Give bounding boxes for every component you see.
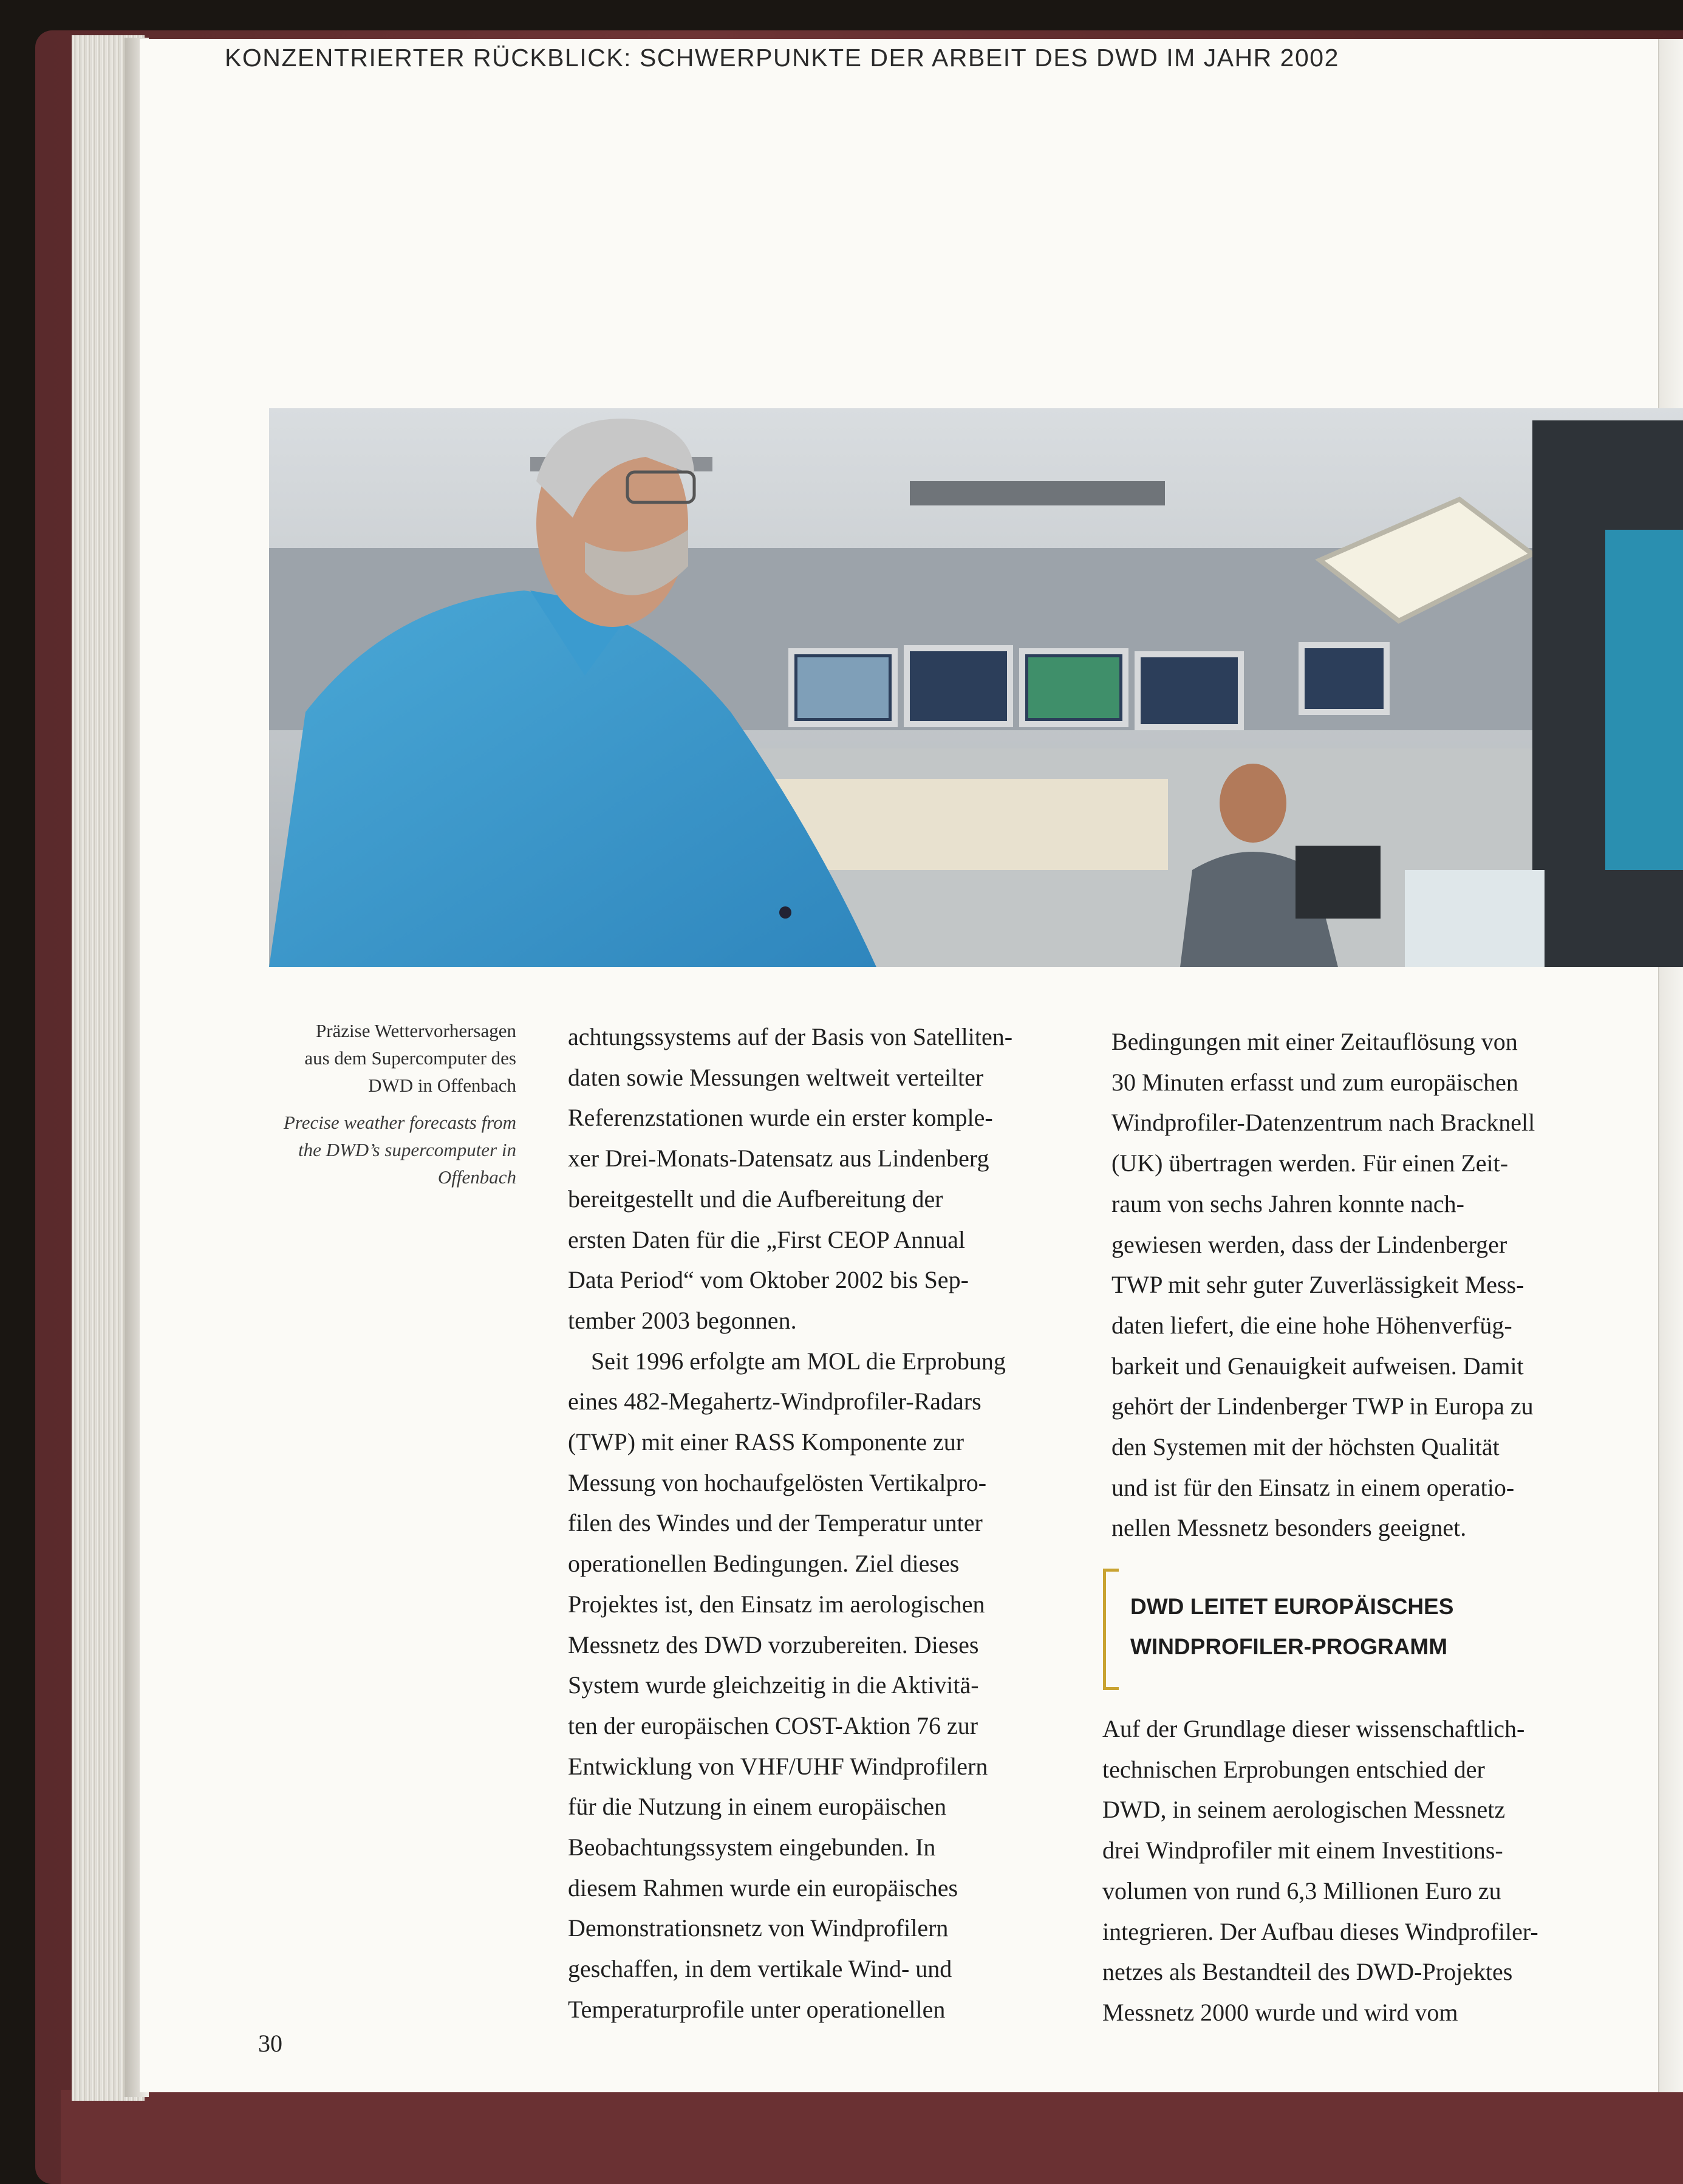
text-line: achtungssystems auf der Basis von Satelliten- — [568, 1023, 1013, 1050]
text-line: Beobachtungssystem eingebunden. In — [568, 1833, 936, 1861]
text-line: nellen Messnetz besonders geeignet. — [1111, 1514, 1467, 1542]
book-cover-bottom — [61, 2090, 1683, 2184]
text-line: ersten Daten für die „First CEOP Annual — [568, 1225, 965, 1253]
text-line: TWP mit sehr guter Zuverlässigkeit Mess- — [1111, 1271, 1524, 1299]
body-column-2 — [568, 1017, 1084, 2030]
heading-line: WINDPROFILER-PROGRAMM — [1130, 1634, 1448, 1659]
text-line: 30 Minuten erfasst und zum europäischen — [1111, 1068, 1518, 1096]
text-line: Projektes ist, den Einsatz im aerologischen — [568, 1590, 985, 1618]
text-line: (TWP) mit einer RASS Komponente zur — [568, 1428, 964, 1456]
text-line: daten sowie Messungen weltweit verteilter — [568, 1063, 984, 1091]
text-line: Entwicklung von VHF/UHF Windprofilern — [568, 1752, 988, 1780]
caption-line: aus dem Supercomputer des — [304, 1047, 516, 1069]
text-line: daten liefert, die eine hohe Höhenverfüg- — [1111, 1311, 1512, 1339]
text-line: barkeit und Genauigkeit aufweisen. Damit — [1111, 1352, 1524, 1380]
text-line: geschaffen, in dem vertikale Wind- und — [568, 1955, 952, 1983]
heading-bracket — [1103, 1569, 1119, 1690]
text-line: integrieren. Der Aufbau dieses Windprofiler- — [1102, 1917, 1538, 1945]
text-line: raum von sechs Jahren konnte nach- — [1111, 1190, 1464, 1217]
paragraph — [568, 1341, 1084, 2030]
text-line: für die Nutzung in einem europäischen — [568, 1793, 947, 1821]
text-line: (UK) übertragen werden. Für einen Zeit- — [1111, 1149, 1509, 1177]
text-line: Windprofiler-Datenzentrum nach Bracknell — [1111, 1109, 1535, 1137]
section-heading — [1130, 1587, 1580, 1667]
photo-caption-german — [249, 1017, 516, 1099]
caption-line: Precise weather forecasts from — [283, 1112, 516, 1133]
text-line: eines 482-Megahertz-Windprofiler-Radars — [568, 1388, 981, 1415]
text-line: Messnetz des DWD vorzubereiten. Dieses — [568, 1631, 979, 1659]
text-line: ten der europäischen COST-Aktion 76 zur — [568, 1711, 978, 1739]
body-column-3-bottom — [1102, 1709, 1625, 2033]
running-head: KONZENTRIERTER RÜCKBLICK: SCHWERPUNKTE DER ARBEIT DES DWD IM JAHR 2002 — [225, 44, 1339, 72]
photo-caption-english — [249, 1109, 516, 1191]
caption-line: Offenbach — [437, 1166, 516, 1188]
text-line: den Systemen mit der höchsten Qualität — [1111, 1433, 1500, 1461]
text-line: volumen von rund 6,3 Millionen Euro zu — [1102, 1877, 1501, 1905]
photo-illustration — [269, 408, 1683, 967]
text-line: Messnetz 2000 wurde und wird vom — [1102, 1998, 1458, 2026]
text-line: Referenzstationen wurde ein erster komple- — [568, 1104, 993, 1132]
text-line: operationellen Bedingungen. Ziel dieses — [568, 1550, 960, 1578]
section-heading-block — [1103, 1569, 1577, 1690]
text-line: diesem Rahmen wurde ein europäisches — [568, 1874, 958, 1902]
text-line: bereitgestellt und die Aufbereitung der — [568, 1185, 943, 1213]
text-line: und ist für den Einsatz in einem operatio- — [1111, 1473, 1515, 1501]
paragraph — [1111, 1022, 1628, 1549]
text-line: DWD, in seinem aerologischen Messnetz — [1102, 1796, 1506, 1824]
text-line: drei Windprofiler mit einem Investitions- — [1102, 1837, 1503, 1864]
text-line: netzes als Bestandteil des DWD-Projektes — [1102, 1958, 1513, 1986]
text-line: System wurde gleichzeitig in die Aktivitä- — [568, 1671, 979, 1699]
paragraph — [568, 1017, 1084, 1341]
body-column-3-top — [1111, 1022, 1628, 1549]
text-line: Messung von hochaufgelösten Vertikalpro- — [568, 1468, 987, 1496]
facing-page-edge — [1658, 39, 1683, 2092]
text-line: gewiesen werden, dass der Lindenberger — [1111, 1230, 1507, 1258]
text-line: Demonstrationsnetz von Windprofilern — [568, 1914, 949, 1942]
text-line: Temperaturprofile unter operationellen — [568, 1995, 946, 2023]
text-line: tember 2003 begonnen. — [568, 1306, 797, 1334]
text-line: Data Period“ vom Oktober 2002 bis Sep- — [568, 1266, 969, 1294]
text-line: Seit 1996 erfolgte am MOL die Erprobung — [591, 1347, 1006, 1375]
text-line: technischen Erprobungen entschied der — [1102, 1755, 1485, 1783]
text-line: Auf der Grundlage dieser wissenschaftlich- — [1102, 1715, 1525, 1742]
control-room-photo — [269, 408, 1683, 967]
caption-line: DWD in Offenbach — [368, 1075, 516, 1096]
caption-line: the DWD’s supercomputer in — [298, 1139, 516, 1160]
text-line: filen des Windes und der Temperatur unter — [568, 1509, 983, 1537]
heading-line: DWD LEITET EUROPÄISCHES — [1130, 1594, 1454, 1619]
text-line: xer Drei-Monats-Datensatz aus Lindenberg — [568, 1145, 989, 1172]
page-number: 30 — [258, 2030, 282, 2057]
text-line: Bedingungen mit einer Zeitauflösung von — [1111, 1028, 1518, 1055]
caption-line: Präzise Wettervorhersagen — [315, 1020, 516, 1041]
paragraph — [1102, 1709, 1625, 2033]
text-line: gehört der Lindenberger TWP in Europa zu — [1111, 1392, 1534, 1420]
